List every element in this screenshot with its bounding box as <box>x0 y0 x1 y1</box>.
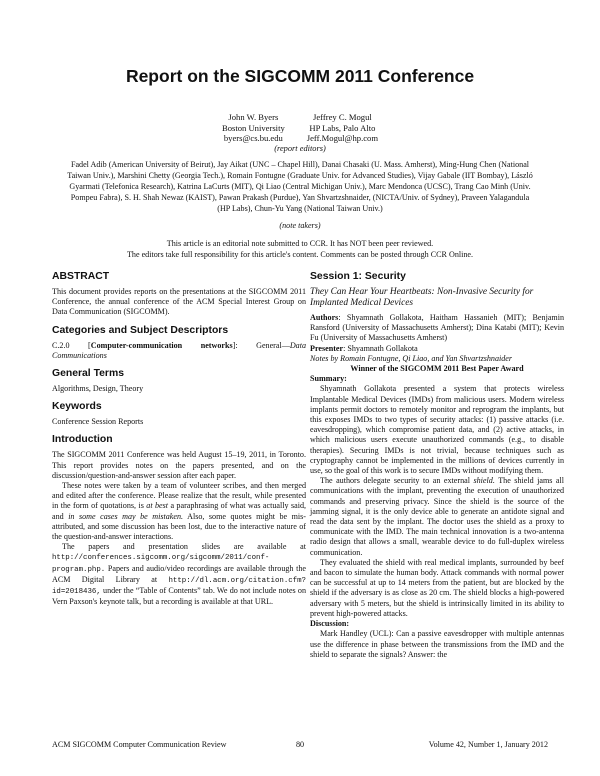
session-heading: Session 1: Security <box>310 271 406 282</box>
paper-subtitle: They Can Hear Your Heartbeats: Non-Invasive Security for Implanted Medical Devices <box>310 287 534 308</box>
intro-paragraph-2: These notes were taken by a team of volunteer scribes, and then merged and edited after the conference. Please realize that the result, while presented in the form of quotations, is at best a paraphrasing of what was actually said, and in some cases may be mistaken. Also, some quotes might be mis-attributed, and some discussion has been lost, due to the interactive nature of the question-and-answer interactions. <box>52 481 307 542</box>
keywords-text: Conference Session Reports <box>52 417 144 427</box>
paper-authors: Authors: Shyamnath Gollakota, Haitham Hassanieh (MIT); Benjamin Ransford (University of Massachusetts Amherst); Dina Katabi (MIT); Kevin Fu (University of Massachusetts Amherst) <box>310 313 564 343</box>
author-mogul <box>307 112 378 144</box>
editorial-line: The editors take full responsibility for this article's content. Comments can be posted through CCR Online. <box>126 250 474 259</box>
acm-dl-url-link[interactable]: http://dl.acm.org/citation.cfm?id=2018436, <box>52 576 306 597</box>
editors-role: (report editors) <box>274 144 326 153</box>
author-email: Jeff.Mogul@hp.com <box>306 133 379 143</box>
editors-block <box>0 112 600 144</box>
introduction-heading: Introduction <box>52 434 113 446</box>
editorial-line: This article is an editorial note submitted to CCR. It has NOT been peer reviewed. <box>166 239 434 248</box>
categories-heading: Categories and Subject Descriptors <box>52 324 229 336</box>
summary-label: Summary: <box>310 374 347 384</box>
note-takers-list: Fadel Adib (American University of Beirut), Jay Aikat (UNC – Chapel Hill), Danai Chasaki (U. Mass. Amherst), Ming-Hung Chen (National Taiwan Univ.), Marshini Chetty (Georgia Tech.), Romain Fontugne (Graduate Univ. for Advanced Studies), Vijay Gabale (IIT Bombay), László Gyarmati (Telefonica Research), Katrina LaCurts (MIT), Qi Liao (Central Michigan Univ.), Marc Mendonca (UCSC), Trang Cao Minh (Univ. Pompeu Fabra), S. H. Shah Newaz (KAIST), Pawan Prakash (Purdue), Yan Shvartzshnaider, (NICTA/Univ. of Sydney), Praveen Yalagandula (HP Labs), Chun-Yu Yang (National Taiwan Univ.) <box>67 160 533 213</box>
discussion-paragraph-1: Mark Handley (UCL): Can a passive eavesdropper with multiple antennas use the difference in phase between the transmissions from the IMD and the shield to separate the signals? Answer: the <box>310 629 564 659</box>
author-name: Jeffrey C. Mogul <box>312 112 372 122</box>
summary-paragraph-1: Shyamnath Gollakota presented a system that protects wireless Implantable Medical Devices (IMDs) from malicious users. Modern wireless implants permit doctors to remotely monitor and reprogram the implants, but this exposes IMDs to two types of security attacks: (1) passive attacks (i.e. eavesdropping), which compromise patient data, and (2) active attacks, in which malicious users execute unauthorized commands (e.g., to disable therapies). Securing IMDs is not trivial, because techniques such as cryptography cannot be implemented in the millions of devices currently in use, so the goal of this work is to secure IMDs without modifying them. <box>310 384 564 476</box>
intro-paragraph-3: The papers and presentation slides are available at http://conferences.sigcomm.org/sigcomm/2011/conf-program.php. Papers and audio/video recordings are available through the ACM Digital Library at http://dl.acm.org/citation.cfm?id=2018436, under the “Table of Contents” tab. We do not include notes on Vern Paxson's keynote talk, but a recording is available at that URL. <box>52 542 306 607</box>
footer-volume: Volume 42, Number 1, January 2012 <box>428 740 548 749</box>
paper-presenter: Presenter: Shyamnath Gollakota <box>310 343 418 353</box>
right-column <box>310 268 564 660</box>
author-name: John W. Byers <box>228 112 279 122</box>
footer-journal: ACM SIGCOMM Computer Communication Review <box>52 740 227 749</box>
discussion-label: Discussion: <box>310 619 350 629</box>
editorial-note <box>0 238 600 260</box>
footer-page-number: 80 <box>296 740 305 749</box>
general-terms-text: Algorithms, Design, Theory <box>52 384 144 394</box>
intro-paragraph-1: The SIGCOMM 2011 Conference was held August 15–19, 2011, in Toronto. This report provides notes on the papers presented, and on the discussion/question-and-answer session after each paper. <box>52 450 306 480</box>
general-terms-heading: General Terms <box>52 368 124 380</box>
author-email: byers@cs.bu.edu <box>223 133 283 143</box>
summary-paragraph-3: They evaluated the shield with real medical implants, surrounded by beef and bacon to simulate the human body. Attack commands with normal power can be successful at up to 14 meters from the patient, but are blocked by the shield if the adversary is as close as 20 cm. The shield blocks a high-powered adversary with 5 meters, but the shield is intrinsically limited in its ability to prevent high-powered attacks. <box>310 557 564 618</box>
notes-by: Notes by Romain Fontugne, Qi Liao, and Yan Shvartzshnaider <box>310 353 513 363</box>
summary-paragraph-2: The authors delegate security to an external shield. The shield jams all communications with the implant, preventing the execution of unauthorized commands and preserving privacy. Since the shield is the source of the jamming signal, it is the only device able to generate an antidote signal and read the data sent by the implant. The doctor uses the shield as a proxy to communicate with the IMD. The main technical innovation is a two-antenna radio design that allows a small, wearable device to do full-duplex wireless communication. <box>310 476 564 557</box>
author-affiliation: HP Labs, Palo Alto <box>309 122 376 133</box>
author-affiliation: Boston University <box>221 122 285 133</box>
paper-title: Report on the SIGCOMM 2011 Conference <box>125 66 475 86</box>
abstract-text: This document provides reports on the presentations at the SIGCOMM 2011 Conference, the annual conference of the ACM Special Interest Group on Data Communication (SIGCOMM). <box>52 287 306 317</box>
conference-url-link[interactable]: http://conferences.sigcomm.org/sigcomm/2011/conf-program.php. <box>52 554 270 574</box>
left-column <box>52 268 306 607</box>
keywords-heading: Keywords <box>52 401 102 413</box>
abstract-heading: ABSTRACT <box>52 271 110 282</box>
categories-text: C.2.0 [Computer-communication networks]: General—Data Communications <box>52 340 306 360</box>
note-takers-role: (note takers) <box>279 221 321 230</box>
award-line: Winner of the SIGCOMM 2011 Best Paper Award <box>350 364 524 374</box>
author-byers <box>222 112 285 144</box>
